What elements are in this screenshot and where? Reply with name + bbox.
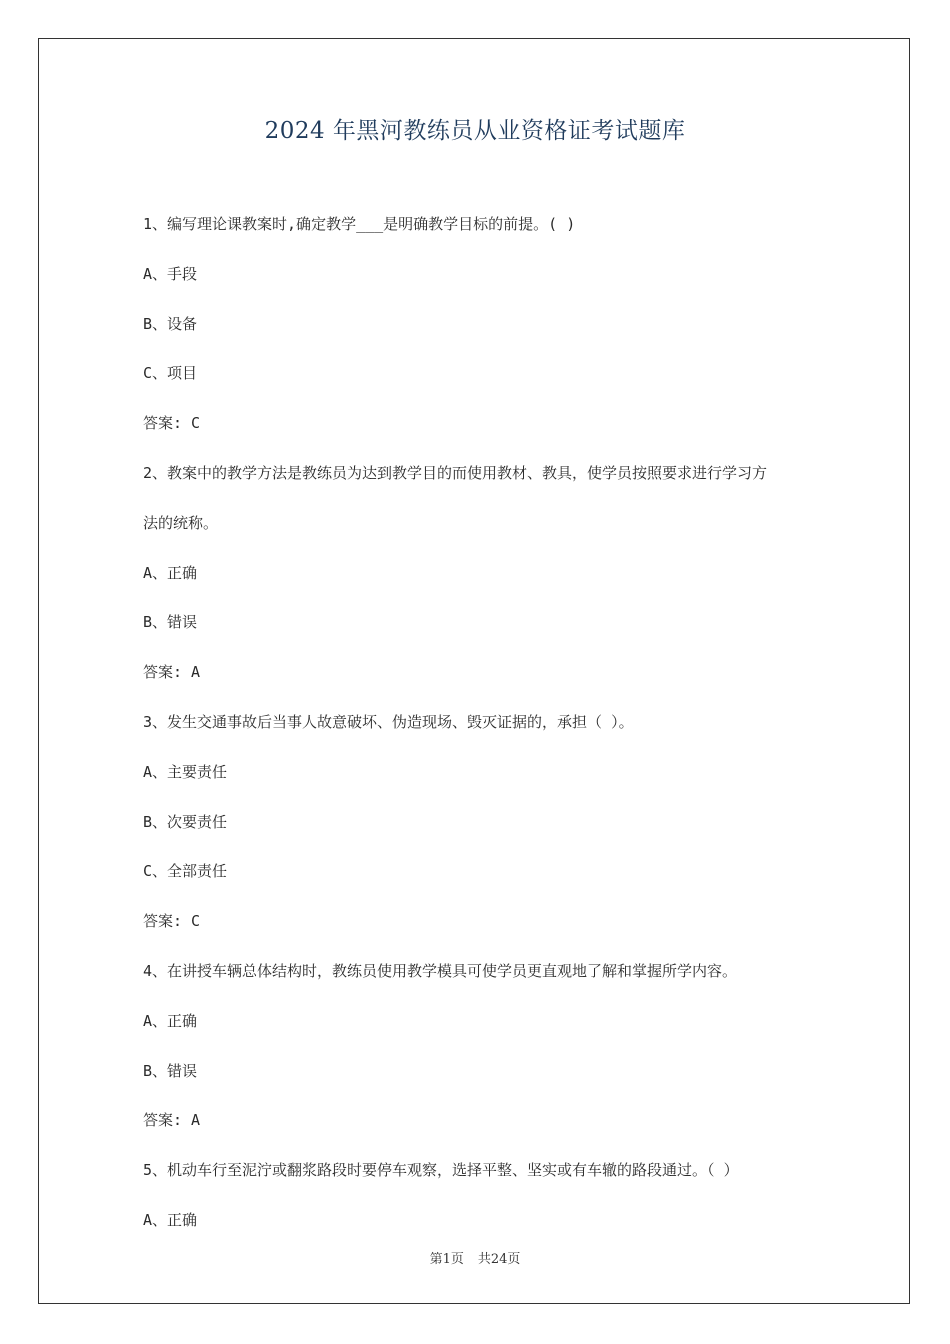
document-title: 2024 年黑河教练员从业资格证考试题库 xyxy=(264,118,686,144)
question-3-option-b: B、次要责任 xyxy=(143,812,228,831)
question-4-answer: 答案: A xyxy=(143,1111,201,1130)
question-1-option-a: A、手段 xyxy=(143,264,198,283)
question-list xyxy=(143,200,823,1246)
question-4-text: 4、在讲授车辆总体结构时，教练员使用教学模具可使学员更直观地了解和掌握所学内容。 xyxy=(143,961,738,980)
question-1-answer: 答案: C xyxy=(143,414,201,433)
question-4-option-b: B、错误 xyxy=(143,1061,198,1080)
question-2-text-continued: 法的统称。 xyxy=(143,513,219,532)
question-5-option-a: A、正确 xyxy=(143,1210,198,1229)
question-2-option-a: A、正确 xyxy=(143,563,198,582)
question-4-option-a: A、正确 xyxy=(143,1011,198,1030)
page-footer xyxy=(0,1248,950,1267)
question-3-option-c: C、全部责任 xyxy=(143,862,228,881)
question-3-answer: 答案: C xyxy=(143,912,201,931)
question-3-text: 3、发生交通事故后当事人故意破坏、伪造现场、毁灭证据的，承担（ ）。 xyxy=(143,712,634,731)
page-number: 第1页 xyxy=(429,1252,464,1267)
question-1-text: 1、编写理论课教案时,确定教学___是明确教学目标的前提。( ) xyxy=(143,215,576,233)
question-2-answer: 答案: A xyxy=(143,663,201,682)
question-3-option-a: A、主要责任 xyxy=(143,762,228,781)
question-2-text: 2、教案中的教学方法是教练员为达到教学目的而使用教材、教具，使学员按照要求进行学习方 xyxy=(143,463,768,482)
question-2-option-b: B、错误 xyxy=(143,613,198,632)
question-1-option-b: B、设备 xyxy=(143,314,198,333)
question-1-option-c: C、项目 xyxy=(143,364,198,383)
question-5-text: 5、机动车行至泥泞或翻浆路段时要停车观察，选择平整、坚实或有车辙的路段通过。（ ） xyxy=(143,1161,739,1180)
page-total: 共24页 xyxy=(477,1252,521,1267)
